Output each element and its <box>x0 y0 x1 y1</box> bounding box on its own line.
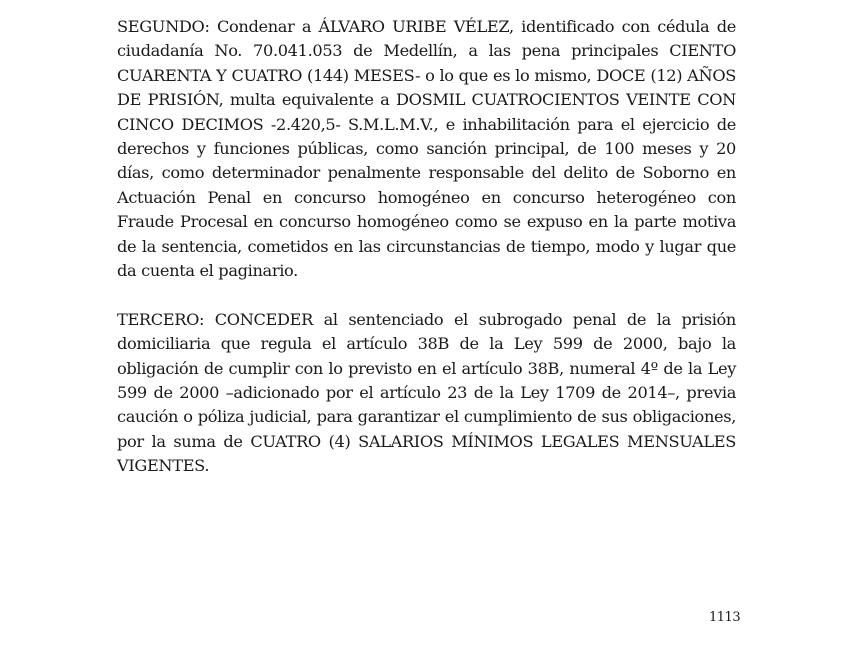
paragraph-segundo: SEGUNDO: Condenar a ÁLVARO URIBE VÉLEZ, identificado con cédula de ciudadanía No. 70.041.053 de Medellín, a las pena principales CIENTO CUARENTA Y CUATRO (144) MESES- o lo que es lo mismo, DOCE (12) AÑOS DE PRISIÓN, multa equivalente a DOSMIL CUATROCIENTOS VEINTE CON CINCO DECIMOS -2.420,5- S.M.L.M.V., e inhabilitación para el ejercicio de derechos y funciones públicas, como sanción principal, de 100 meses y 20 días, como determinador penalmente responsable del delito de Soborno en Actuación Penal en concurso homogéneo en concurso heterogéneo con Fraude Procesal en concurso homogéneo como se expuso en la parte motiva de la sentencia, cometidos en las circunstancias de tiempo, modo y lugar que da cuenta el paginario. <box>117 17 736 281</box>
paragraph-tercero: TERCERO: CONCEDER al sentenciado el subrogado penal de la prisión domiciliaria que regula el artículo 38B de la Ley 599 de 2000, bajo la obligación de cumplir con lo previsto en el artículo 38B, numeral 4º de la Ley 599 de 2000 –adicionado por el artículo 23 de la Ley 1709 de 2014–, previa caución o póliza judicial, para garantizar el cumplimiento de sus obligaciones, por la suma de CUATRO (4) SALARIOS MÍNIMOS LEGALES MENSUALES VIGENTES. <box>117 309 736 476</box>
page-number: 1113 <box>709 610 741 625</box>
document-page <box>117 15 736 479</box>
